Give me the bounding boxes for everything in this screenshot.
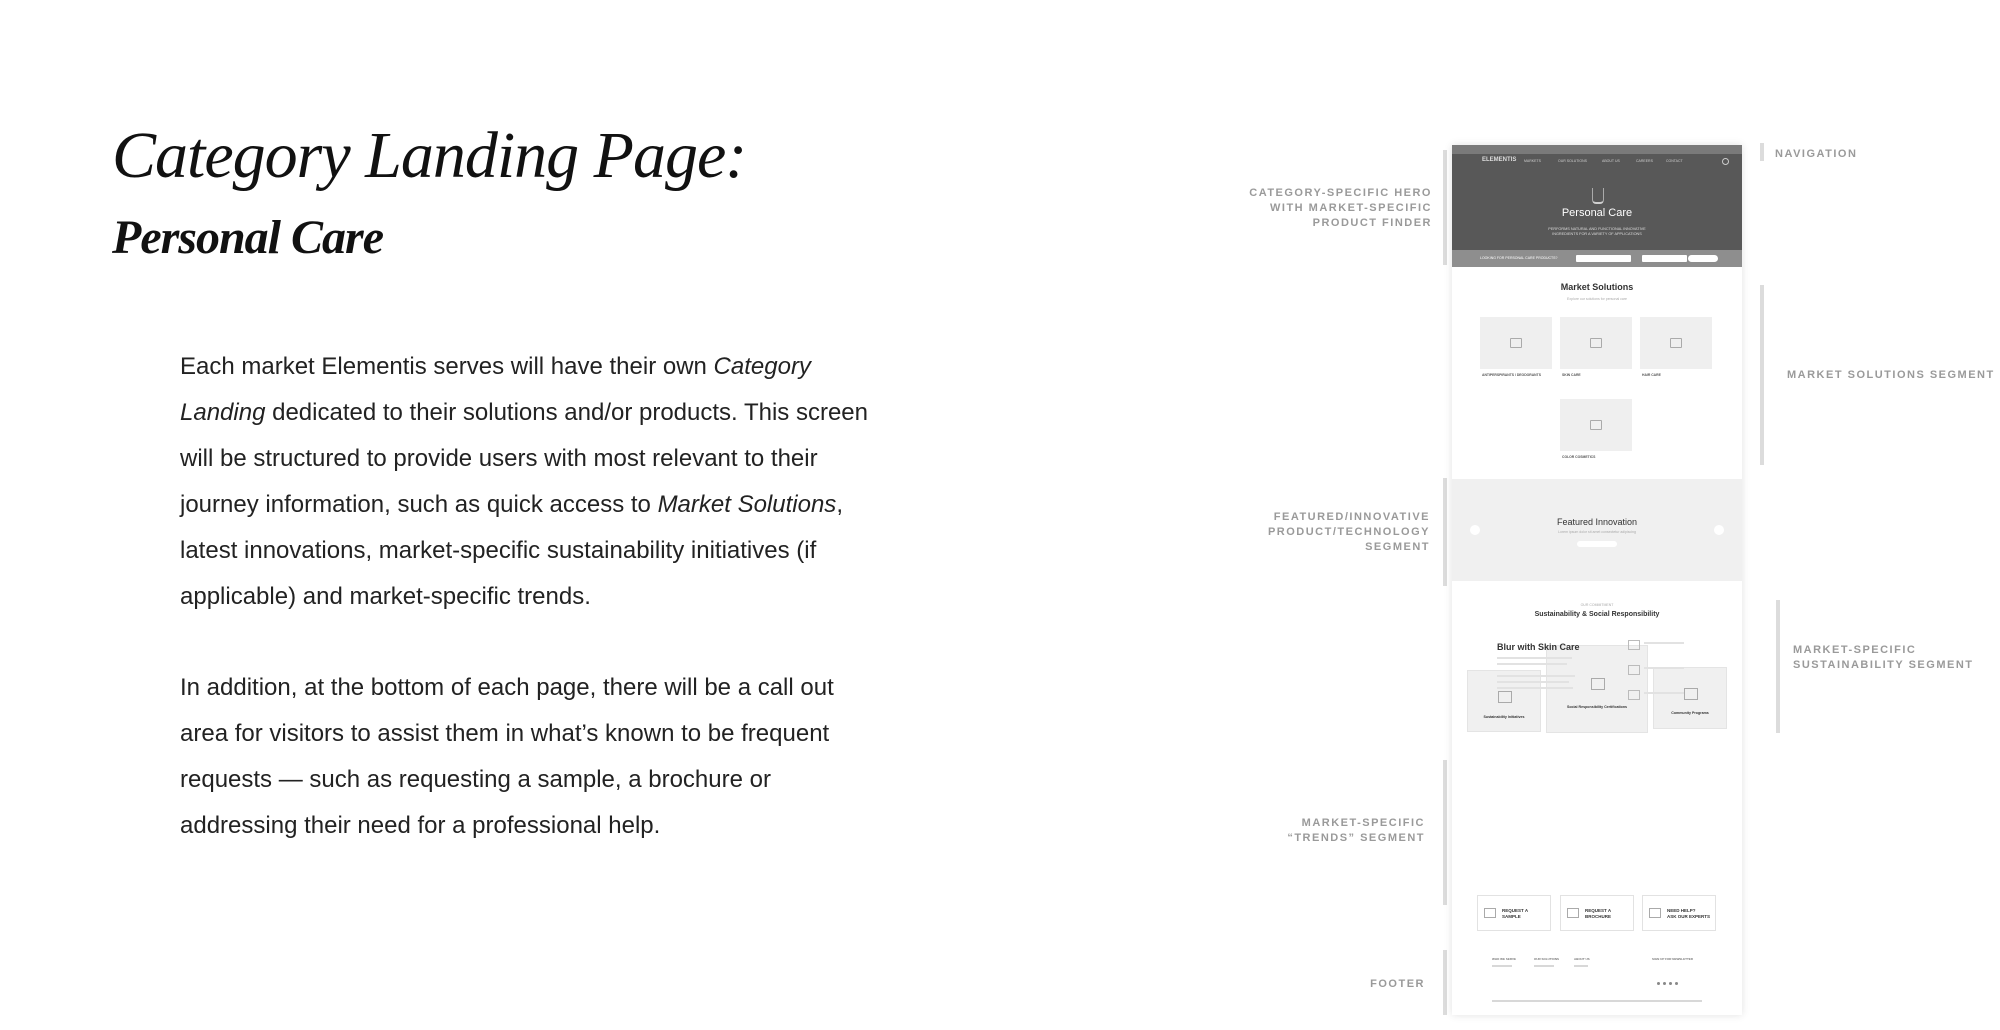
annotation-line: PRODUCT/TECHNOLOGY (1267, 526, 1430, 538)
wireframe-footer-heading: ABOUT US (1574, 957, 1590, 961)
annotation-bar (1443, 478, 1447, 586)
wireframe-cta-brochure (1560, 895, 1634, 931)
wireframe-finder-select (1576, 255, 1631, 262)
annotation-line: SEGMENT (1365, 541, 1430, 553)
annotation-bar (1760, 285, 1764, 465)
annotation-bar (1760, 143, 1764, 161)
cta-line: REQUEST A (1585, 908, 1612, 913)
annotation-line: WITH MARKET-SPECIFIC (1270, 202, 1432, 214)
footer-link (1534, 965, 1554, 967)
wireframe-sustain-card (1653, 667, 1727, 729)
image-icon (1510, 338, 1522, 348)
annotation-sustainability (1793, 643, 1974, 673)
wireframe-tile-caption: COLOR COSMETICS (1562, 455, 1596, 459)
annotation-footer: FOOTER (1370, 978, 1425, 990)
image-icon (1498, 691, 1512, 703)
placeholder-text (1497, 675, 1575, 677)
social-icon (1663, 982, 1666, 985)
wireframe-cta-help (1642, 895, 1716, 931)
annotation-line: “TRENDS” SEGMENT (1287, 832, 1425, 844)
wireframe-finder-select (1642, 255, 1687, 262)
annotation-bar (1776, 600, 1780, 733)
annotation-featured (1240, 510, 1430, 555)
wireframe-cta-sample (1477, 895, 1551, 931)
image-icon (1684, 688, 1698, 700)
utility-bar (1452, 145, 1742, 154)
page-subtitle: Personal Care (112, 211, 384, 264)
search-icon (1722, 158, 1729, 165)
wireframe-finder-label: LOOKING FOR PERSONAL CARE PRODUCTS? (1480, 256, 1558, 260)
image-icon (1591, 678, 1605, 690)
wireframe-finder-button (1688, 255, 1718, 262)
annotation-line: CATEGORY-SPECIFIC HERO (1249, 187, 1432, 199)
wireframe-solution-tile (1560, 399, 1632, 451)
placeholder-text (1497, 687, 1573, 689)
cta-label (1502, 908, 1528, 920)
annotation-line: FEATURED/INNOVATIVE (1273, 511, 1430, 523)
wireframe-solution-tile (1480, 317, 1552, 369)
cta-line: NEED HELP? (1667, 908, 1696, 913)
annotation-line: SUSTAINABILITY SEGMENT (1793, 659, 1974, 671)
annotation-line: PRODUCT FINDER (1312, 217, 1432, 229)
social-icon (1675, 982, 1678, 985)
wireframe-tile-caption: SKIN CARE (1562, 373, 1581, 377)
wireframe-nav-link: CONTACT (1666, 159, 1683, 163)
wireframe-sustain-card (1467, 670, 1541, 732)
wireframe-trend-title: Blur with Skin Care (1497, 642, 1580, 652)
page-title: Category Landing Page: (112, 119, 747, 192)
cta-line: ASK OUR EXPERTS (1667, 914, 1711, 919)
cta-line: BROCHURE (1585, 914, 1612, 919)
footer-link (1492, 965, 1512, 967)
cta-line: SAMPLE (1502, 914, 1521, 919)
cta-line: REQUEST A (1502, 908, 1529, 913)
wireframe-sustain-kicker: OUR COMMITMENT (1580, 603, 1614, 607)
wireframe-featured-title: Featured Innovation (1556, 517, 1638, 527)
wireframe-footer-heading: OUR SOLUTIONS (1534, 957, 1560, 961)
image-icon (1628, 665, 1640, 675)
image-icon (1649, 908, 1661, 918)
image-icon (1567, 908, 1579, 918)
placeholder-text (1497, 663, 1567, 665)
footer-link (1574, 965, 1588, 967)
image-icon (1590, 338, 1602, 348)
annotation-line: MARKET-SPECIFIC (1793, 644, 1917, 656)
wireframe-nav-link: OUR SOLUTIONS (1558, 159, 1587, 163)
wireframe-solution-tile (1640, 317, 1712, 369)
annotation-hero (1240, 186, 1432, 231)
desc-emphasis: Market Solutions (657, 491, 837, 518)
wireframe-nav-link: MARKETS (1524, 159, 1541, 163)
desc-emphasis: Category Landing (180, 353, 811, 426)
footer-legal (1492, 1000, 1702, 1002)
annotation-market-solutions: MARKET SOLUTIONS SEGMENT (1787, 369, 1995, 381)
wireframe-sustain-title: Sustainability & Social Responsibility (1534, 611, 1660, 618)
description-paragraph-2: In addition, at the bottom of each page, there will be a call out area for visitors to assist them in what’s known to be frequent requests — such as requesting a sample, a brochure or addressing their need for a professional help. (180, 674, 834, 839)
annotation-bar (1443, 150, 1447, 265)
wireframe-market-solutions-sub: Explore our solutions for personal care (1567, 297, 1627, 301)
wireframe-sustain-caption: Social Responsibility Certifications (1566, 705, 1628, 709)
wireframe-sustain-caption: Community Programs (1671, 711, 1709, 715)
wireframe-nav-link: CAREERS (1636, 159, 1653, 163)
wireframe-logo: ELEMENTIS (1482, 157, 1517, 163)
wireframe-sustain-caption: Sustainability Initiatives (1483, 715, 1525, 719)
image-icon (1628, 640, 1640, 650)
leaf-icon (1592, 188, 1604, 204)
hero-sub-line: PERFORMS NATURAL AND FUNCTIONAL INNOVATIVE (1548, 227, 1646, 231)
desc-text: Each market Elementis serves will have their own (180, 353, 714, 380)
wireframe-hero-subtitle (1452, 227, 1742, 237)
image-icon (1484, 908, 1496, 918)
annotation-bar (1443, 760, 1447, 905)
wireframe-footer-heading: WHO WE SERVE (1492, 957, 1516, 961)
placeholder-text (1497, 681, 1569, 683)
annotation-bar (1443, 950, 1447, 1015)
wireframe-tile-caption: ANTIPERSPIRANTS / DEODORANTS (1482, 373, 1541, 377)
placeholder-text (1644, 642, 1684, 644)
description-paragraph-1 (180, 344, 880, 620)
wireframe-featured-button (1577, 541, 1617, 547)
wireframe-hero-title: Personal Care (1561, 207, 1633, 219)
wireframe-nav-link: ABOUT US (1602, 159, 1620, 163)
annotation-navigation: NAVIGATION (1775, 148, 1858, 160)
wireframe-solution-tile (1560, 317, 1632, 369)
wireframe-footer-heading: SIGN UP FOR NEWSLETTER (1652, 957, 1693, 961)
desc-text: , latest innovations, market-specific sustainability initiatives (if applicable) and market-specific trends. (180, 491, 843, 610)
annotation-line: MARKET-SPECIFIC (1301, 817, 1425, 829)
social-icon (1657, 982, 1660, 985)
annotation-trends (1240, 816, 1425, 846)
placeholder-text (1644, 692, 1684, 694)
wireframe-preview (1452, 145, 1742, 1015)
hero-sub-line: INGREDIENTS FOR A VARIETY OF APPLICATIONS (1552, 232, 1642, 236)
cta-label (1667, 908, 1710, 920)
wireframe-featured-sub: Lorem ipsum dolor sit amet consectetur adipiscing (1558, 530, 1636, 534)
image-icon (1628, 690, 1640, 700)
wireframe-market-solutions-title: Market Solutions (1560, 282, 1634, 292)
desc-text: dedicated to their solutions and/or products. This screen will be structured to provide users with most relevant to their journey information, such as quick access to (180, 399, 868, 518)
cta-label (1585, 908, 1611, 920)
placeholder-text (1497, 657, 1572, 659)
wireframe-tile-caption: HAIR CARE (1642, 373, 1661, 377)
placeholder-text (1644, 667, 1684, 669)
social-icon (1669, 982, 1672, 985)
image-icon (1590, 420, 1602, 430)
image-icon (1670, 338, 1682, 348)
